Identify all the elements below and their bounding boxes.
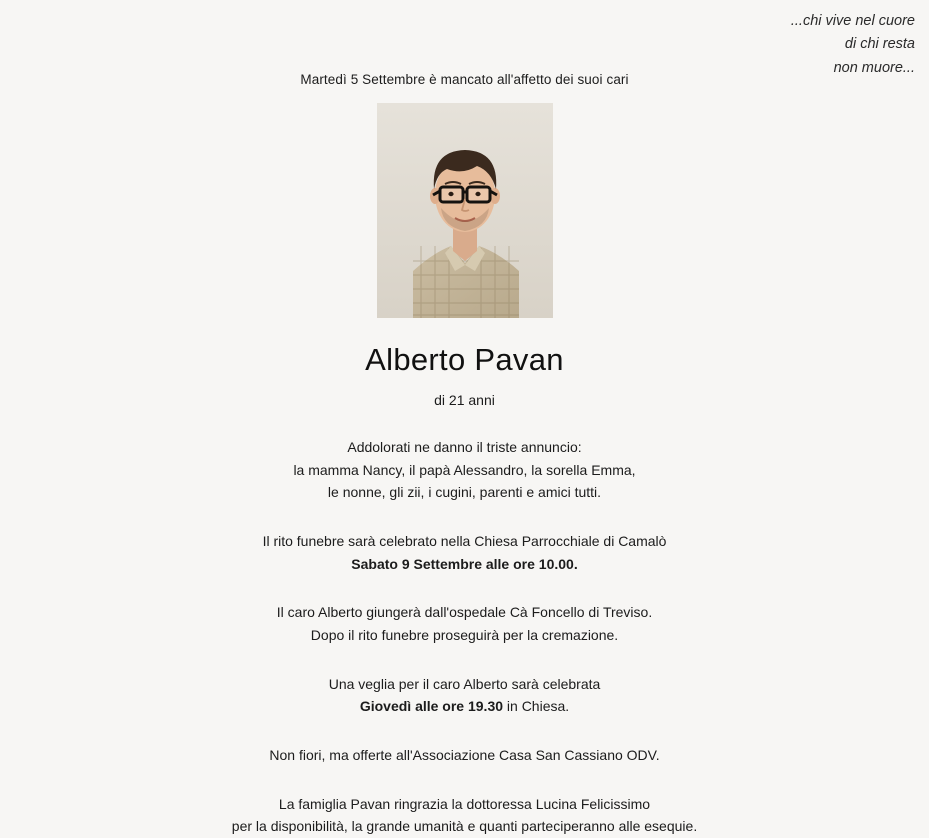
thanks-line-2: per la disponibilità, la grande umanità e quanti parteciperanno alle esequie. xyxy=(231,818,698,835)
announcement-text: Martedì 5 Settembre è mancato all'affetto dei suoi cari xyxy=(300,72,629,87)
funeral-block xyxy=(0,530,929,575)
family-announcement-block xyxy=(0,436,929,504)
deceased-name: Alberto Pavan xyxy=(365,342,564,377)
donations-text: Non fiori, ma offerte all'Associazione Casa San Cassiano ODV. xyxy=(269,747,660,764)
funeral-line-1: Il rito funebre sarà celebrato nella Chiesa Parrocchiale di Camalò xyxy=(262,533,667,550)
memorial-content xyxy=(0,72,929,838)
vigil-line-1: Una veglia per il caro Alberto sarà celebrata xyxy=(328,675,601,692)
epigraph-line-2: di chi resta xyxy=(844,36,915,53)
vigil-line-2 xyxy=(0,695,929,718)
transfer-line-2: Dopo il rito funebre proseguirà per la cremazione. xyxy=(310,627,619,644)
vigil-datetime: Giovedì alle ore 19.30 xyxy=(359,698,504,715)
funeral-datetime: Sabato 9 Settembre alle ore 10.00. xyxy=(351,555,578,572)
vigil-location: in Chiesa. xyxy=(503,698,570,715)
transfer-block xyxy=(0,601,929,646)
family-line-3: le nonne, gli zii, i cugini, parenti e amici tutti. xyxy=(327,484,602,501)
epigraph-line-3: non muore... xyxy=(833,59,915,76)
family-line-1: Addolorati ne danno il triste annuncio: xyxy=(347,439,582,455)
thanks-block xyxy=(0,793,929,838)
family-line-2: la mamma Nancy, il papà Alessandro, la sorella Emma, xyxy=(293,461,636,478)
deceased-age: di 21 anni xyxy=(434,392,495,408)
transfer-line-1: Il caro Alberto giungerà dall'ospedale Cà Foncello di Treviso. xyxy=(276,604,653,621)
thanks-line-1: La famiglia Pavan ringrazia la dottoressa Lucina Felicissimo xyxy=(278,795,651,812)
epigraph xyxy=(791,10,915,80)
vigil-block xyxy=(0,673,929,718)
epigraph-line-1: ...chi vive nel cuore xyxy=(790,13,915,29)
donations-block xyxy=(0,744,929,767)
portrait-container xyxy=(0,103,929,318)
portrait-image xyxy=(377,103,553,318)
portrait-photo xyxy=(377,103,553,318)
